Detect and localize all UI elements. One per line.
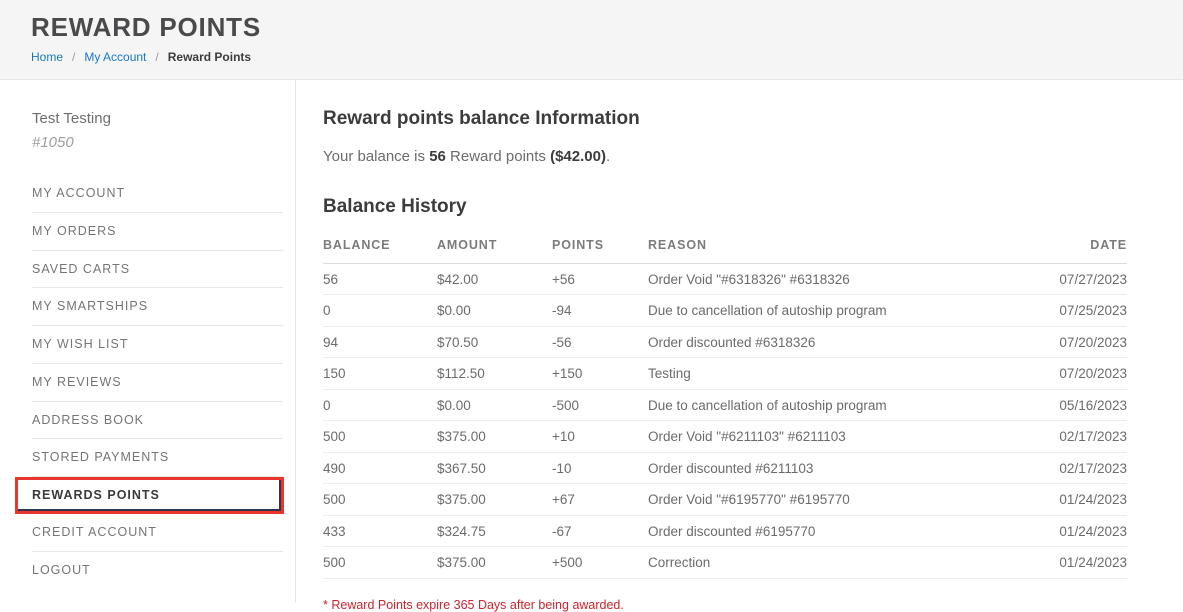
amount-cell: $70.50 [437,326,552,358]
page-header [0,0,1183,80]
date-cell: 07/20/2023 [997,326,1127,358]
points-cell: -56 [552,326,648,358]
amount-cell: $112.50 [437,358,552,390]
table-row [323,295,1127,327]
sidebar-item-my-orders[interactable]: MY ORDERS [32,213,283,251]
points-cell: -500 [552,389,648,421]
amount-cell: $0.00 [437,389,552,421]
balance-cell: 56 [323,263,437,295]
reason-cell: Order discounted #6318326 [648,326,997,358]
date-cell: 07/25/2023 [997,295,1127,327]
date-cell: 02/17/2023 [997,421,1127,453]
breadcrumb-link-my-account[interactable]: My Account [84,49,147,64]
sidebar-item-rewards-points[interactable]: REWARDS POINTS [15,477,284,514]
table-row [323,421,1127,453]
main-content [296,80,1183,612]
reward-expiry-footnote: * Reward Points expire 365 Days after being awarded. [323,597,624,612]
customer-id: #1050 [32,134,74,151]
amount-cell: $324.75 [437,515,552,547]
reason-cell: Due to cancellation of autoship program [648,389,997,421]
column-header-balance: BALANCE [323,232,437,264]
balance-cell: 0 [323,389,437,421]
sidebar-item-my-smartships[interactable]: MY SMARTSHIPS [32,288,283,326]
sidebar-item-my-wish-list[interactable]: MY WISH LIST [32,326,283,364]
reason-cell: Order discounted #6211103 [648,452,997,484]
date-cell: 01/24/2023 [997,484,1127,516]
date-cell: 02/17/2023 [997,452,1127,484]
reason-cell: Order Void "#6211103" #6211103 [648,421,997,453]
date-cell: 07/20/2023 [997,358,1127,390]
table-row [323,263,1127,295]
amount-cell: $375.00 [437,547,552,579]
balance-points-value: 56 [429,147,446,165]
sidebar-item-logout[interactable]: LOGOUT [32,562,91,577]
breadcrumb-current: Reward Points [167,49,252,64]
balance-amount-value: ($42.00) [550,147,606,165]
date-cell: 01/24/2023 [997,515,1127,547]
sidebar-item-my-account[interactable]: MY ACCOUNT [32,175,283,213]
balance-text-mid: Reward points [445,147,551,165]
balance-info-heading: Reward points balance Information [323,108,640,129]
balance-cell: 0 [323,295,437,327]
reason-cell: Order Void "#6195770" #6195770 [648,484,997,516]
amount-cell: $375.00 [437,484,552,516]
sidebar-item-address-book[interactable]: ADDRESS BOOK [32,402,283,440]
points-cell: +150 [552,358,648,390]
balance-cell: 500 [323,484,437,516]
balance-cell: 500 [323,547,437,579]
balance-history-heading: Balance History [323,195,467,217]
date-cell: 01/24/2023 [997,547,1127,579]
table-row [323,547,1127,579]
balance-text-prefix: Your balance is [323,147,430,165]
history-header-row [323,232,1127,264]
sidebar-item-my-reviews[interactable]: MY REVIEWS [32,364,283,402]
amount-cell: $375.00 [437,421,552,453]
points-cell: -94 [552,295,648,327]
reason-cell: Correction [648,547,997,579]
sidebar-item-saved-carts[interactable]: SAVED CARTS [32,251,283,289]
sidebar-menu [32,175,283,588]
history-body [323,263,1127,578]
points-cell: +67 [552,484,648,516]
table-row [323,484,1127,516]
points-cell: +500 [552,547,648,579]
sidebar-item-stored-payments[interactable]: STORED PAYMENTS [32,439,283,477]
reason-cell: Order discounted #6195770 [648,515,997,547]
page-title: REWARD POINTS [31,12,261,42]
balance-cell: 500 [323,421,437,453]
reason-cell: Testing [648,358,997,390]
balance-history-table [323,232,1127,579]
amount-cell: $42.00 [437,263,552,295]
sidebar [0,80,296,602]
date-cell: 07/27/2023 [997,263,1127,295]
balance-summary [323,148,1127,165]
balance-text-suffix: . [605,147,611,165]
amount-cell: $367.50 [437,452,552,484]
table-row [323,389,1127,421]
breadcrumb [31,50,1151,64]
points-cell: -67 [552,515,648,547]
amount-cell: $0.00 [437,295,552,327]
date-cell: 05/16/2023 [997,389,1127,421]
reason-cell: Order Void "#6318326" #6318326 [648,263,997,295]
column-header-points: POINTS [552,232,648,264]
table-row [323,515,1127,547]
balance-cell: 490 [323,452,437,484]
points-cell: -10 [552,452,648,484]
reason-cell: Due to cancellation of autoship program [648,295,997,327]
customer-name: Test Testing [32,110,111,127]
breadcrumb-link-home[interactable]: Home [31,49,64,64]
balance-cell: 433 [323,515,437,547]
table-row [323,358,1127,390]
column-header-date: DATE [997,232,1127,264]
points-cell: +10 [552,421,648,453]
balance-cell: 94 [323,326,437,358]
table-row [323,326,1127,358]
breadcrumb-separator: / [155,49,159,64]
table-row [323,452,1127,484]
breadcrumb-separator: / [72,49,76,64]
balance-cell: 150 [323,358,437,390]
sidebar-item-credit-account[interactable]: CREDIT ACCOUNT [32,514,283,552]
column-header-amount: AMOUNT [437,232,552,264]
points-cell: +56 [552,263,648,295]
column-header-reason: REASON [648,232,997,264]
